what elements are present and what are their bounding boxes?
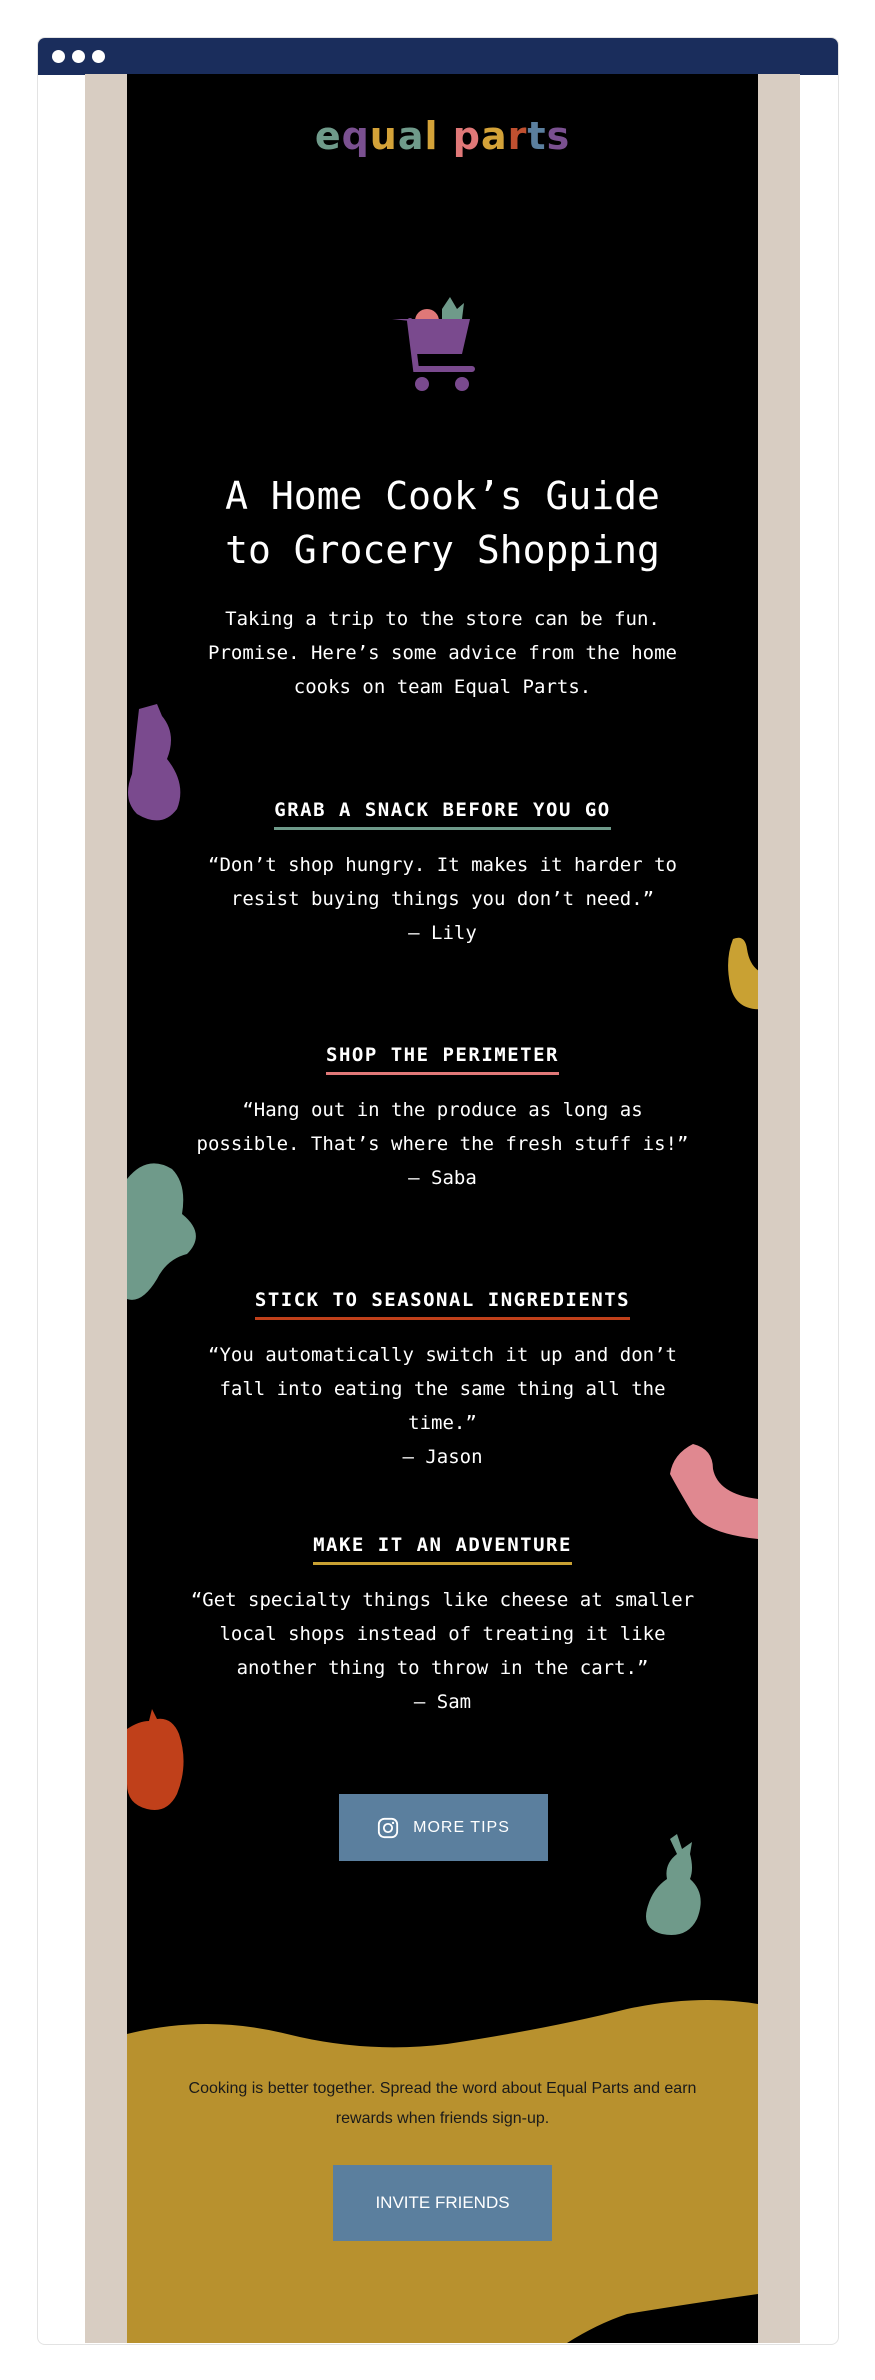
page-title: [167, 469, 718, 577]
tip-quote: “You automatically switch it up and don’t fall into eating the same thing all the time.”: [208, 1344, 677, 1434]
tip-heading: STICK TO SEASONAL INGREDIENTS: [255, 1289, 630, 1320]
instagram-icon: [377, 1817, 399, 1839]
invite-friends-button[interactable]: [333, 2165, 552, 2241]
more-tips-label: MORE TIPS: [413, 1818, 510, 1836]
title-line: to Grocery Shopping: [225, 528, 660, 572]
invite-friends-label: INVITE FRIENDS: [375, 2193, 510, 2212]
logo-letter: r: [507, 114, 528, 158]
email-body: [127, 74, 758, 2343]
tip-author: – Sam: [413, 1691, 472, 1713]
logo-letter: u: [369, 114, 398, 158]
tip-quote: “Don’t shop hungry. It makes it harder to resist buying things you don’t need.”: [208, 854, 677, 910]
title-line: A Home Cook’s Guide: [225, 474, 660, 518]
logo-letter: a: [397, 114, 425, 158]
pepper-icon: [127, 1709, 187, 1814]
logo-letter: l: [424, 114, 439, 158]
right-gutter: [758, 74, 800, 2343]
footer-text: Cooking is better together. Spread the word about Equal Parts and earn rewards when friends sign-up.: [188, 2080, 697, 2127]
tip-author: – Jason: [402, 1446, 483, 1468]
eggplant-icon: [127, 704, 187, 824]
equal-parts-logo[interactable]: [127, 114, 758, 158]
logo-letter: [439, 114, 453, 158]
logo-letter: t: [527, 114, 547, 158]
tip-heading: MAKE IT AN ADVENTURE: [313, 1534, 572, 1565]
left-gutter: [85, 74, 127, 2343]
email-canvas: [37, 37, 837, 2343]
logo-letter: q: [341, 114, 370, 158]
banana-icon: [725, 934, 758, 1014]
tip-author: – Saba: [408, 1167, 477, 1189]
pear-icon: [642, 1834, 712, 1939]
tip-block: [167, 1044, 718, 1195]
tip-heading: SHOP THE PERIMETER: [326, 1044, 559, 1075]
shopping-cart-icon: [382, 289, 492, 399]
tip-quote: “Get specialty things like cheese at smaller local shops instead of treating it like another thing to throw in the cart.”: [190, 1589, 695, 1679]
logo-letter: e: [314, 114, 342, 158]
tip-author: – Lily: [408, 922, 477, 944]
tip-heading: GRAB A SNACK BEFORE YOU GO: [274, 799, 610, 830]
intro-text: Taking a trip to the store can be fun. Promise. Here’s some advice from the home cooks on team Equal Parts.: [208, 608, 677, 698]
leaf-blob-icon: [127, 1159, 202, 1304]
more-tips-button[interactable]: [339, 1794, 548, 1861]
shrimp-icon: [668, 1444, 758, 1539]
tip-block: [167, 1534, 718, 1719]
logo-letter: a: [480, 114, 508, 158]
tip-block: [167, 799, 718, 950]
tip-block: [167, 1289, 718, 1474]
logo-letter: s: [546, 114, 571, 158]
tip-quote: “Hang out in the produce as long as possible. That’s where the fresh stuff is!”: [196, 1099, 689, 1155]
logo-letter: p: [452, 114, 481, 158]
